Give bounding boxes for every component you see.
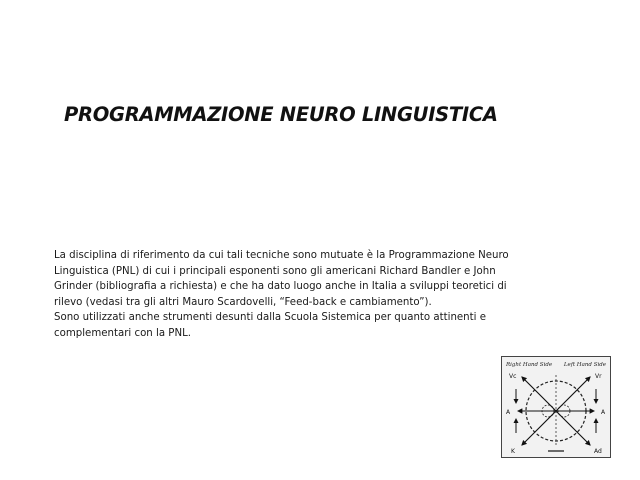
eye-accessing-cues-diagram — [501, 356, 611, 458]
mark-top-left: Vc — [509, 373, 517, 380]
paragraph-line: Grinder (bibliografia a richiesta) e che ha dato luogo anche in Italia a sviluppi teoretici di — [54, 281, 507, 293]
paragraph-line: La disciplina di riferimento da cui tali tecniche sono mutuate è la Programmazione Neuro — [54, 250, 509, 261]
mark-mid-right: A — [601, 409, 606, 416]
body-paragraph — [54, 248, 584, 342]
diagram-left-label: Right Hand Side — [506, 362, 553, 368]
paragraph-line: Sono utilizzati anche strumenti desunti dalla Scuola Sistemica per quanto attinenti e — [54, 312, 486, 324]
paragraph-line: rilevo (vedasi tra gli altri Mauro Scardovelli, “Feed-back e cambiamento”). — [54, 296, 432, 308]
mark-bottom-left: K — [511, 448, 515, 455]
diagram-right-label: Left Hand Side — [563, 362, 606, 368]
mark-mid-left: A — [506, 409, 511, 416]
paragraph-line: complementari con la PNL. — [54, 327, 191, 339]
mark-bottom-right: Ad — [594, 448, 602, 455]
mark-top-right: Vr — [595, 373, 602, 380]
paragraph-line: Linguistica (PNL) di cui i principali esponenti sono gli americani Richard Bandler e John — [54, 265, 496, 277]
diagram-graphic — [502, 357, 610, 457]
page-title: PROGRAMMAZIONE NEURO LINGUISTICA — [64, 103, 498, 126]
